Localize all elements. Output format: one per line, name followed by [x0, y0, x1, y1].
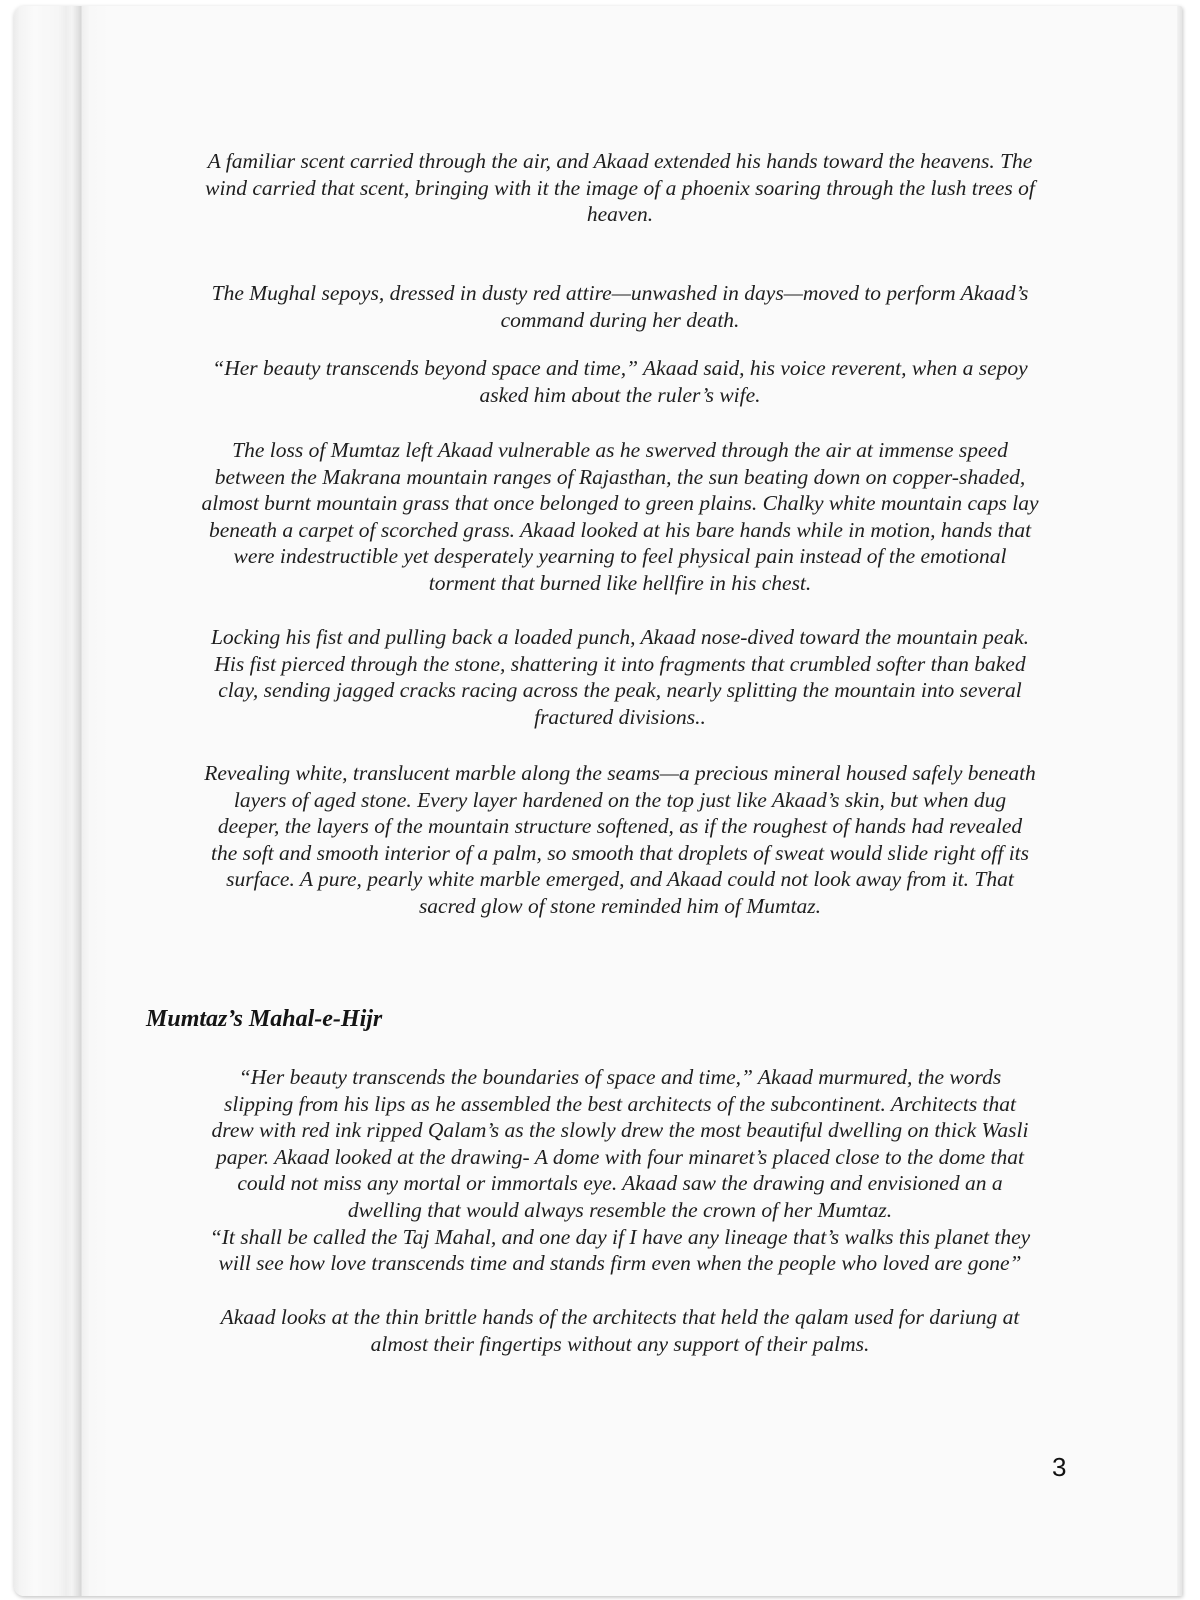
text-line: A familiar scent carried through the air, and Akaad extended his hands toward the heavens. The — [207, 149, 1033, 173]
paragraph-loss-of-mumtaz — [130, 437, 1110, 597]
text-line: The Mughal sepoys, dressed in dusty red attire—unwashed in days—moved to perform Akaad’s — [211, 281, 1029, 305]
text-line: Akaad looks at the thin brittle hands of the architects that held the qalam used for dariung at — [220, 1305, 1020, 1329]
text-line: heaven. — [586, 202, 654, 227]
book-spine — [14, 6, 82, 1596]
text-line: could not miss any mortal or immortals eye. Akaad saw the drawing and envisioned an a — [237, 1171, 1003, 1196]
paragraph-her-beauty-quote — [130, 355, 1110, 408]
text-line: will see how love transcends time and stands firm even when the people who loved are gone” — [218, 1251, 1022, 1276]
text-line: Revealing white, translucent marble along the seams—a precious mineral housed safely beneath — [204, 761, 1036, 785]
text-line: the soft and smooth interior of a palm, so smooth that droplets of sweat would slide right off its — [210, 840, 1030, 865]
text-line: Locking his fist and pulling back a loaded punch, Akaad nose-dived toward the mountain peak. — [210, 625, 1030, 649]
text-line: surface. A pure, pearly white marble emerged, and Akaad could not look away from it. That — [226, 867, 1014, 892]
text-line: torment that burned like hellfire in his chest. — [428, 570, 812, 595]
text-line: fractured divisions.. — [534, 704, 706, 729]
text-line: slipping from his lips as he assembled the best architects of the subcontinent. Architects that — [223, 1091, 1017, 1116]
paragraph-locking-fist — [130, 624, 1110, 730]
text-line: The loss of Mumtaz left Akaad vulnerable as he swerved through the air at immense speed — [232, 438, 1008, 462]
text-line: wind carried that scent, bringing with it the image of a phoenix soaring through the lush trees of — [205, 175, 1035, 200]
page-edge — [1177, 6, 1182, 1596]
paragraph-familiar-scent — [130, 148, 1110, 228]
text-line: were indestructible yet desperately yearning to feel physical pain instead of the emotional — [233, 544, 1007, 569]
text-line: “Her beauty transcends the boundaries of space and time,” Akaad murmured, the words — [238, 1065, 1002, 1089]
text-line: almost burnt mountain grass that once belonged to green plains. Chalky white mountain caps lay — [201, 491, 1039, 516]
text-line: clay, sending jagged cracks racing across the peak, nearly splitting the mountain into several — [218, 678, 1022, 703]
text-line: His fist pierced through the stone, shattering it into fragments that crumbled softer than baked — [214, 651, 1026, 676]
text-line: “It shall be called the Taj Mahal, and one day if I have any lineage that’s walks this planet they — [209, 1224, 1031, 1249]
text-line: deeper, the layers of the mountain structure softened, as if the roughest of hands had revealed — [217, 814, 1023, 839]
paragraph-taj-mahal — [130, 1064, 1110, 1277]
text-line: sacred glow of stone reminded him of Mumtaz. — [418, 893, 822, 918]
text-line: almost their fingertips without any support of their palms. — [370, 1331, 870, 1356]
text-line: paper. Akaad looked at the drawing- A dome with four minaret’s placed close to the dome that — [216, 1144, 1024, 1169]
text-line: asked him about the ruler’s wife. — [479, 382, 761, 407]
text-line: layers of aged stone. Every layer hardened on the top just like Akaad’s skin, but when dug — [233, 787, 1007, 812]
paragraph-revealing-marble — [130, 760, 1110, 920]
section-heading: Mumtaz’s Mahal-e-Hijr — [146, 1006, 383, 1032]
text-line: beneath a carpet of scorched grass. Akaad looked at his bare hands while in motion, hands that — [208, 517, 1032, 542]
text-line: between the Makrana mountain ranges of Rajasthan, the sun beating down on copper-shaded, — [214, 464, 1026, 489]
text-line: drew with red ink ripped Qalam’s as the slowly drew the most beautiful dwelling on thick Wasli — [211, 1118, 1029, 1143]
paragraph-mughal-sepoys — [130, 280, 1110, 333]
text-line: “Her beauty transcends beyond space and time,” Akaad said, his voice reverent, when a sepoy — [212, 356, 1028, 380]
paragraph-architects-hands — [130, 1304, 1110, 1357]
text-line: dwelling that would always resemble the crown of her Mumtaz. — [347, 1197, 893, 1222]
text-line: command during her death. — [500, 307, 740, 332]
page-number: 3 — [1052, 1452, 1067, 1482]
